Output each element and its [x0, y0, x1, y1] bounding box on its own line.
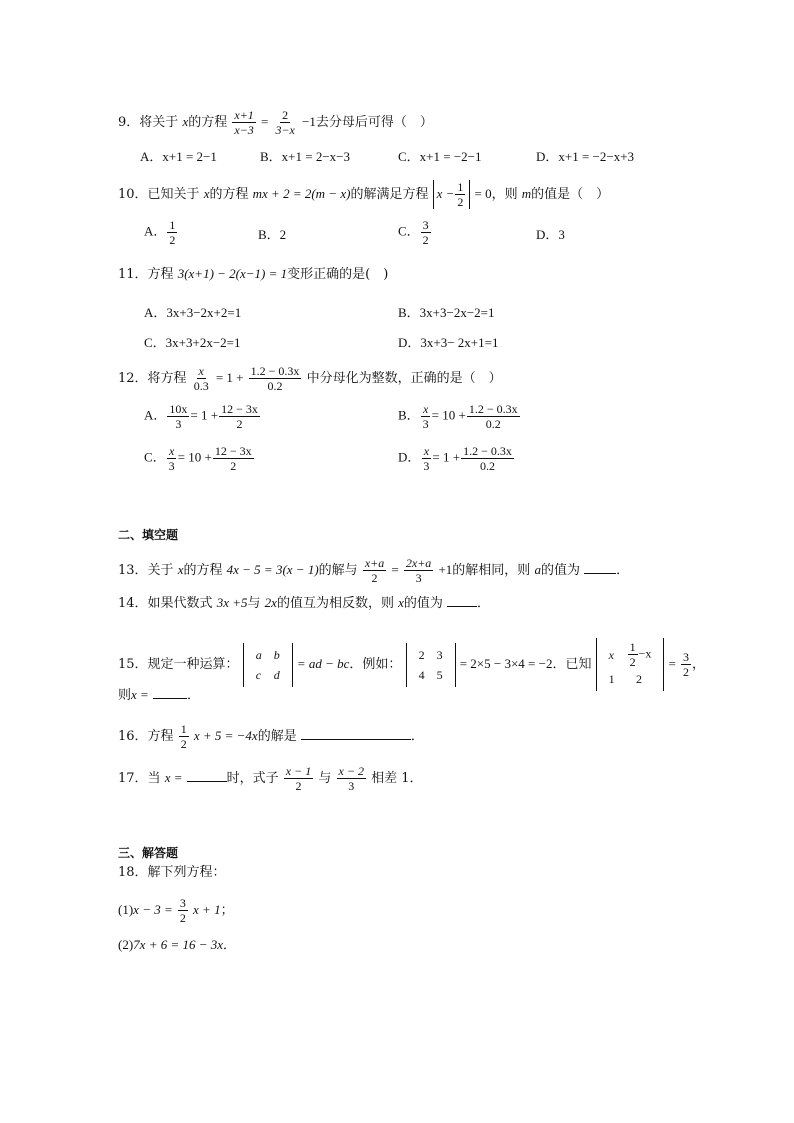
q9-option-c[interactable]: C．x+1 = −2−1	[398, 149, 482, 164]
q18-text: 解下列方程：	[147, 865, 226, 880]
q10-equation: mx + 2 = 2(m − x)	[252, 186, 351, 201]
q15-end: ．	[186, 688, 200, 703]
question-14	[118, 594, 490, 613]
q14-expression-2: 2x	[264, 595, 277, 610]
question-12	[118, 364, 502, 393]
question-18	[118, 864, 226, 882]
q17-number: 17．	[118, 771, 148, 786]
q17-var: x =	[164, 770, 183, 785]
q11-option-c[interactable]: C．3x+3+2x−2=1	[144, 335, 241, 350]
q18-part-2-end: ．	[223, 938, 237, 953]
q16-equation: x + 5 = −4x	[193, 728, 258, 743]
q13-fraction-1: $\frac{x+a}{2}$	[364, 556, 385, 585]
q11-text: 方程	[147, 267, 174, 282]
q13-text: 的值为	[540, 563, 580, 578]
q14-text: 与	[247, 596, 261, 611]
q10-text: 的方程	[209, 187, 249, 202]
q15-definition: = ad − bc	[296, 656, 350, 671]
q9-fraction-1: $\frac{x+1}{x-3}$	[234, 108, 254, 137]
q12-text: 将方程	[147, 371, 187, 386]
q11-option-d[interactable]: D．3x+3− 2x+1=1	[398, 335, 499, 350]
q13-number: 13．	[118, 563, 148, 578]
q10-eq: = 0	[474, 186, 492, 201]
q14-number: 14．	[118, 596, 148, 611]
q18-part-2	[118, 936, 236, 955]
q16-fraction: $\frac{1}{2}$	[180, 722, 187, 751]
q15-text: ．例如：	[349, 657, 402, 672]
q14-text: 的值为	[403, 596, 443, 611]
section-fill-in-blank-heading: 二、填空题	[118, 528, 179, 542]
q16-text: 的解是	[257, 729, 297, 744]
q15-determinant-definition: a b c d	[243, 643, 293, 687]
q10-absolute-value: x − $\frac{1}{2}$	[433, 180, 471, 209]
q18-part-1-fraction: $\frac{3}{2}$	[179, 896, 186, 925]
question-17	[118, 764, 423, 793]
q10-option-b[interactable]: B．2	[258, 227, 287, 242]
q10-text: 已知关于	[147, 187, 200, 202]
q12-number: 12．	[118, 371, 148, 386]
q18-part-1-end: ；	[220, 903, 234, 918]
q12-fraction-2: $\frac{1.2 - 0.3x}{0.2}$	[250, 364, 300, 393]
q13-a: a	[534, 562, 541, 577]
q10-m: m	[521, 186, 532, 201]
q13-plus: +1	[438, 562, 453, 577]
q9-number: 9．	[118, 115, 140, 130]
q15-answer-blank[interactable]	[153, 686, 187, 699]
q10-text: 的解满足方程	[350, 187, 429, 202]
question-10	[118, 180, 609, 209]
q10-number: 10．	[118, 187, 148, 202]
q15-text: 规定一种运算：	[147, 657, 239, 672]
q13-eq: =	[391, 562, 399, 577]
q13-end: ．	[616, 563, 630, 578]
q9-option-a[interactable]: A．x+1 = 2−1	[140, 149, 217, 164]
q16-end: ．	[410, 729, 424, 744]
q15-number: 15．	[118, 657, 148, 672]
q15-determinant-example: 2 3 4 5	[406, 643, 456, 687]
q13-text: 的解与	[318, 563, 358, 578]
q13-text: 的解相同，则	[452, 563, 531, 578]
q18-part-2-label: (2)	[118, 937, 134, 952]
q17-text: 相差 1．	[371, 771, 423, 786]
q9-tail: −1	[302, 114, 316, 129]
q15-comma: ，	[692, 657, 706, 672]
q14-text: 如果代数式	[147, 596, 213, 611]
q14-answer-blank[interactable]	[447, 594, 477, 607]
q10-option-a[interactable]: A． $\frac{1}{2}$	[144, 218, 176, 247]
question-11	[118, 265, 388, 284]
q16-text: 方程	[147, 729, 174, 744]
q17-text: 时，式子	[226, 771, 279, 786]
q15-example: = 2×5 − 3×4 = −2	[459, 656, 553, 671]
q9-var: x	[182, 114, 189, 129]
question-15	[118, 638, 705, 691]
q14-var: x	[398, 595, 404, 610]
q12-eq: = 1 +	[215, 370, 244, 385]
q12-text: 中分母化为整数，正确的是（ ）	[306, 371, 502, 386]
q9-text: 的方程	[188, 115, 228, 130]
q10-option-d[interactable]: D．3	[536, 227, 565, 242]
q17-fraction-2: $\frac{x - 2}{3}$	[338, 764, 364, 793]
q17-text: 当	[147, 771, 161, 786]
q12-option-b[interactable]: B． $\frac{x}{3}$ = 10 + $\frac{1.2 - 0.3x}{0.2}$	[398, 402, 518, 431]
q13-answer-blank[interactable]	[584, 561, 616, 574]
q17-text: 与	[318, 771, 332, 786]
question-15-line-2	[118, 686, 200, 705]
q13-equation: 4x − 5 = 3(x − 1)	[226, 562, 319, 577]
q14-expression-1: 3x +5	[216, 595, 248, 610]
question-16	[118, 722, 424, 751]
q10-option-c[interactable]: C． $\frac{3}{2}$	[398, 218, 429, 247]
section-solution-heading: 三、解答题	[118, 846, 179, 860]
q11-text: 变形正确的是( )	[287, 267, 389, 282]
q12-option-c[interactable]: C． $\frac{x}{3}$ = 10 + $\frac{12 - 3x}{2}$	[144, 444, 252, 473]
q10-var: x	[203, 186, 210, 201]
q15-var: x =	[131, 687, 149, 702]
question-9	[118, 108, 433, 137]
q13-text: 关于	[147, 563, 174, 578]
q18-number: 18．	[118, 865, 148, 880]
q11-option-b[interactable]: B．3x+3−2x−2=1	[398, 305, 495, 320]
q9-post: 去分母后可得（ ）	[315, 115, 433, 130]
q9-fraction-2: $\frac{2}{3-x}$	[275, 108, 295, 137]
q18-part-1-label: (1)	[118, 902, 134, 917]
q16-number: 16．	[118, 729, 148, 744]
q15-eq: =	[668, 656, 676, 671]
q9-option-d[interactable]: D．x+1 = −2−x+3	[536, 149, 635, 164]
q9-text: 将关于	[139, 115, 179, 130]
q17-answer-blank[interactable]	[187, 769, 227, 782]
q10-text: 的值是（ ）	[531, 187, 610, 202]
q13-text: 的方程	[183, 563, 223, 578]
q9-option-b[interactable]: B．x+1 = 2−x−3	[260, 149, 350, 164]
q13-fraction-2: $\frac{2x+a}{3}$	[405, 556, 432, 585]
q12-option-d[interactable]: D． $\frac{x}{3}$ = 1 + $\frac{1.2 - 0.3x}{0.2}$	[398, 444, 512, 473]
q18-part-2-equation: 7x + 6 = 16 − 3x	[133, 937, 224, 952]
q15-rhs-fraction: $\frac{3}{2}$	[683, 650, 690, 679]
q15-determinant-given: x $\frac{1}{2}$ −x 1 2	[596, 638, 665, 691]
q12-option-a[interactable]: A． $\frac{10x}{3}$ = 1 + $\frac{12 - 3x}{2}$	[144, 402, 258, 431]
q11-number: 11．	[118, 267, 148, 282]
q12-fraction-1: $\frac{x}{0.3}$	[193, 364, 209, 393]
q18-part-1-lhs: x − 3 =	[133, 902, 173, 917]
q11-option-a[interactable]: A．3x+3−2x+2=1	[144, 305, 242, 320]
question-13	[118, 556, 629, 585]
q18-part-1-rhs: x + 1	[193, 902, 221, 917]
q14-text: 的值互为相反数，则	[276, 596, 394, 611]
q16-answer-blank[interactable]	[301, 727, 411, 740]
q10-text: ，则	[491, 187, 518, 202]
q13-var: x	[177, 562, 184, 577]
q9-eq: =	[260, 114, 269, 129]
q11-equation: 3(x+1) − 2(x−1) = 1	[177, 266, 288, 281]
q18-part-1	[118, 896, 234, 925]
q15-text: ．已知	[552, 657, 592, 672]
q14-end: ．	[477, 596, 491, 611]
q15-text: 则	[118, 688, 132, 703]
q17-fraction-1: $\frac{x - 1}{2}$	[285, 764, 312, 793]
